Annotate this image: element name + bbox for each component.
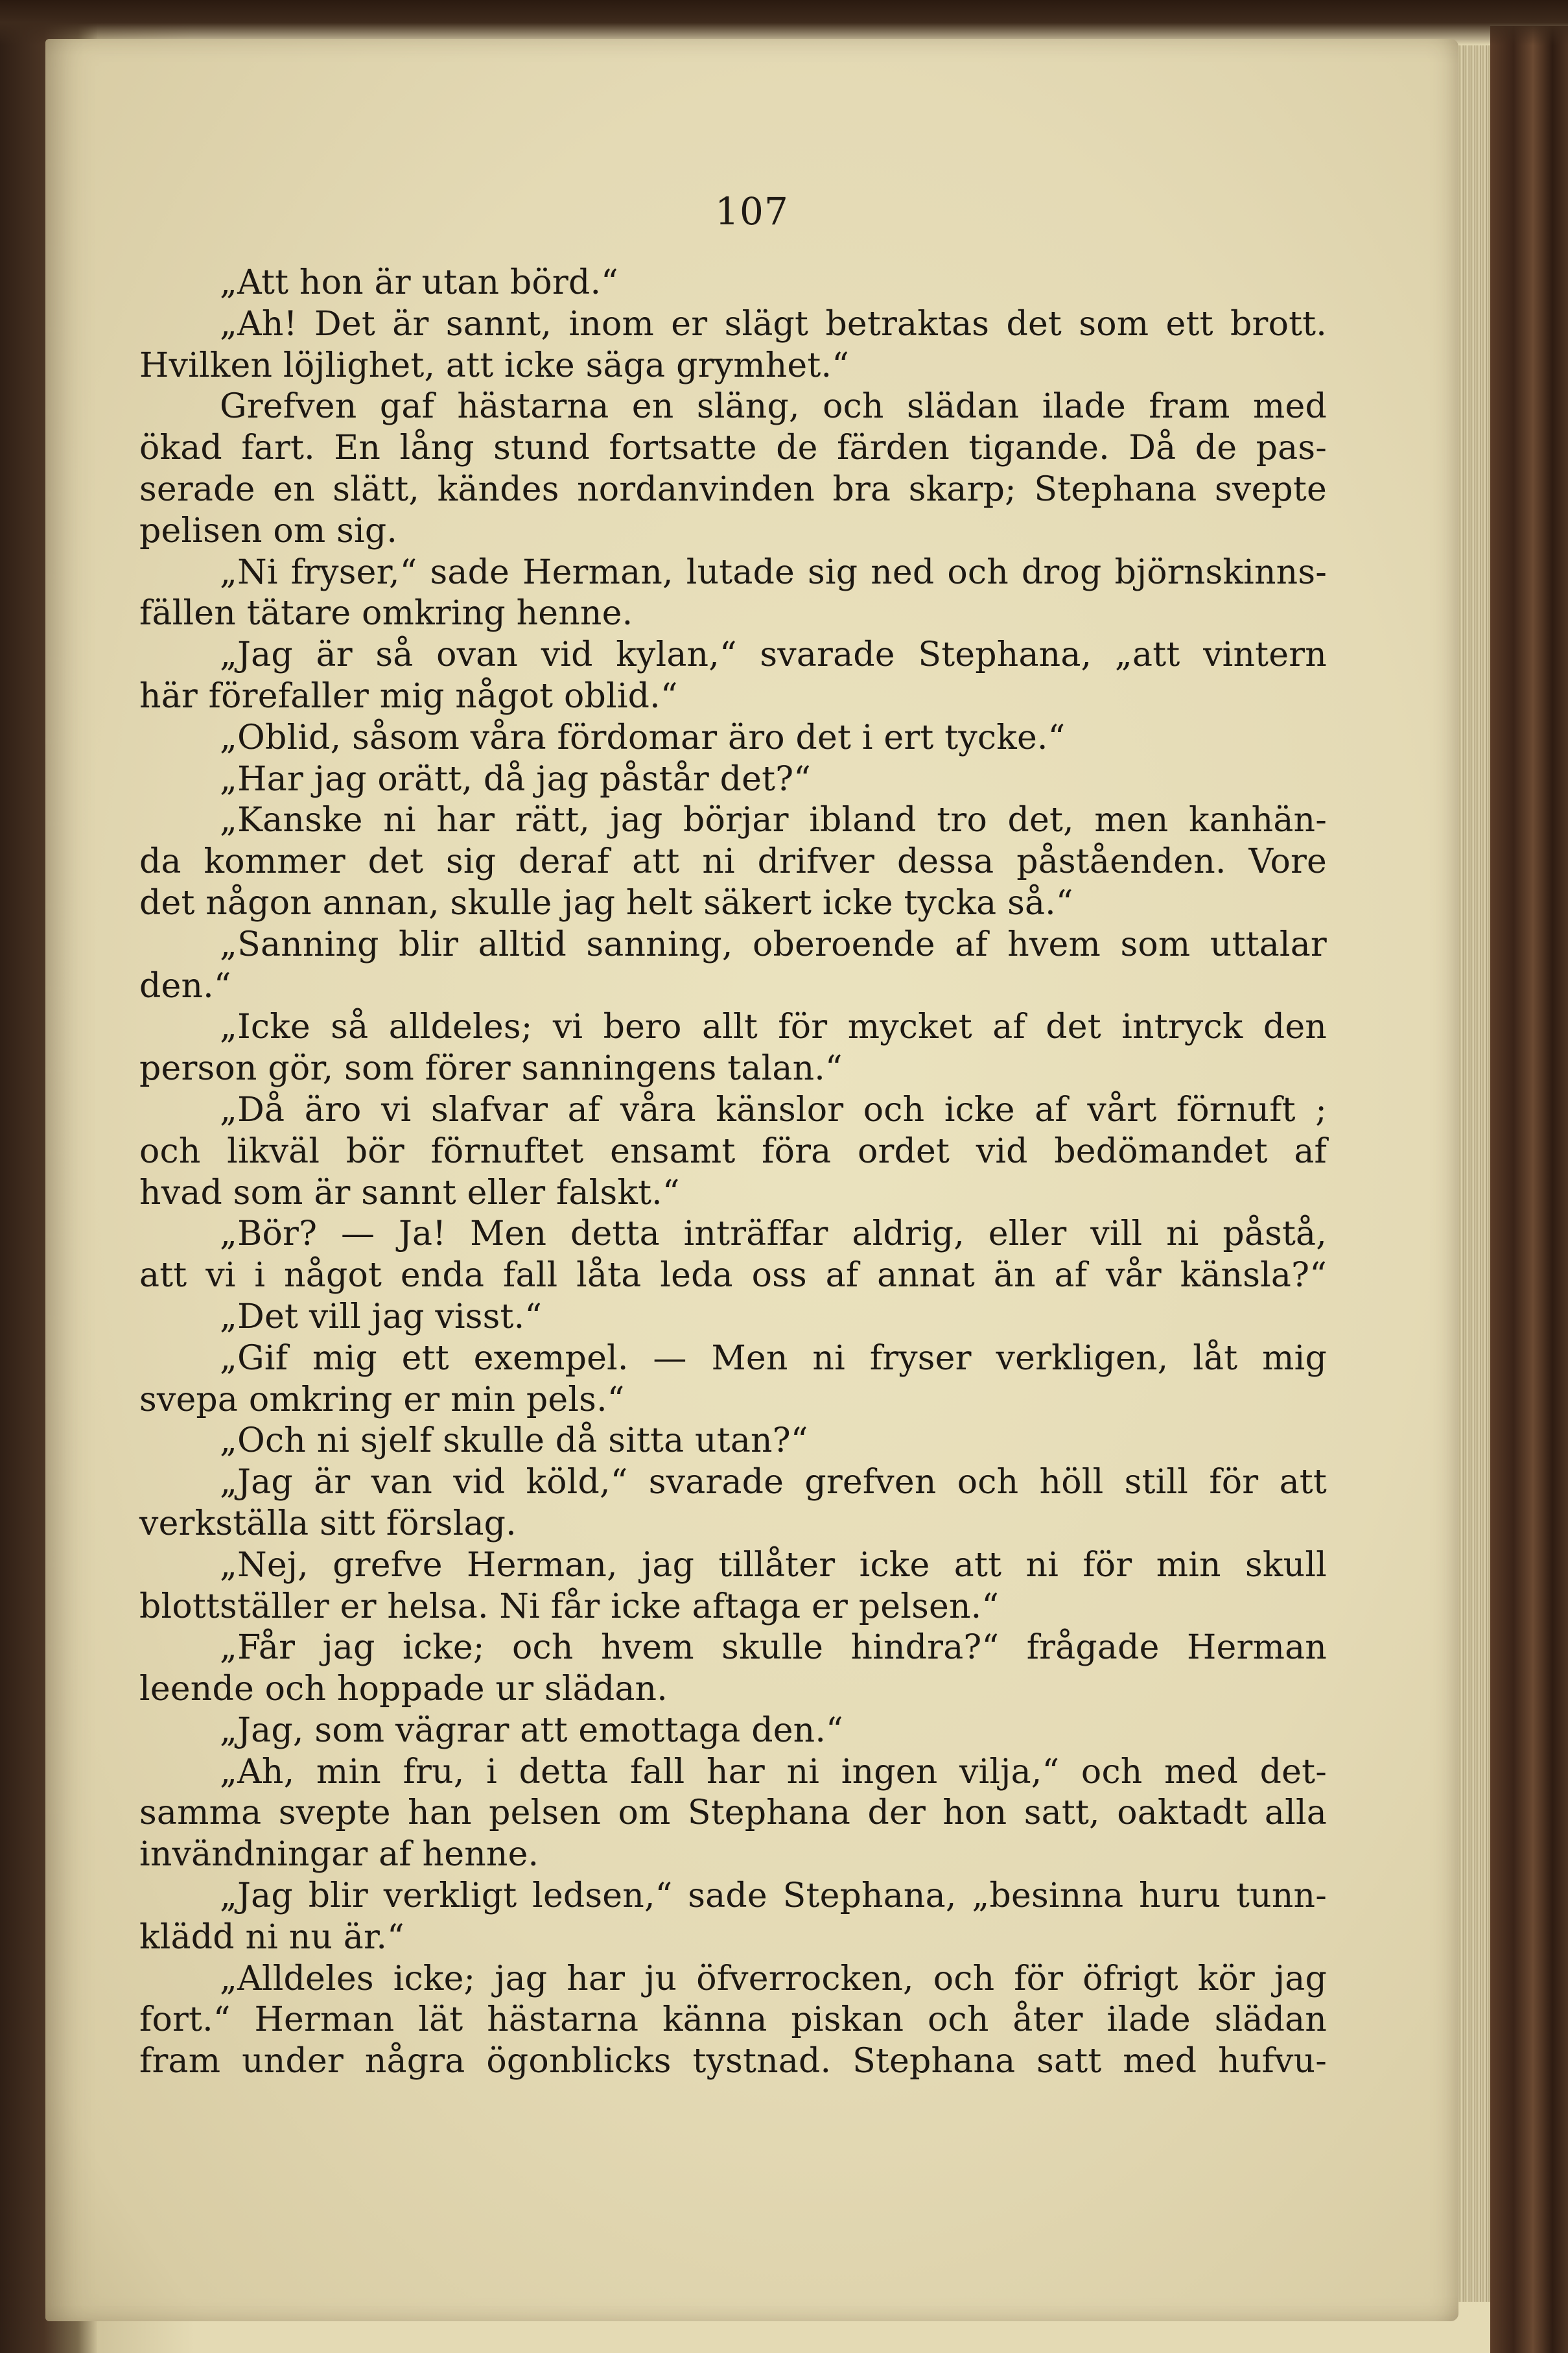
text-line: „Jag är van vid köld,“ svarade grefven och höll still för att xyxy=(220,1463,1327,1502)
text-line: „Icke så alldeles; vi bero allt för mycket af det intryck den xyxy=(220,1008,1327,1047)
text-line: verkställa sitt förslag. xyxy=(139,1504,517,1543)
text-line: fällen tätare omkring henne. xyxy=(139,594,633,633)
text-line: „Nej, grefve Herman, jag tillåter icke att ni för min skull xyxy=(220,1545,1327,1585)
book-page xyxy=(45,39,1458,2321)
text-line: att vi i något enda fall låta leda oss af annat än af vår känsla?“ xyxy=(139,1256,1327,1295)
text-line: „Ah! Det är sannt, inom er slägt betraktas det som ett brott. xyxy=(220,304,1327,344)
text-line: svepa omkring er min pels.“ xyxy=(139,1380,625,1419)
page-body-text xyxy=(139,263,1327,2083)
text-line: „Det vill jag visst.“ xyxy=(220,1297,543,1336)
text-line: „Och ni sjelf skulle då sitta utan?“ xyxy=(220,1421,808,1461)
text-line: „Jag är så ovan vid kylan,“ svarade Stephana, „att vintern xyxy=(220,635,1327,675)
text-line: leende och hoppade ur slädan. xyxy=(139,1670,668,1709)
text-line: „Får jag icke; och hvem skulle hindra?“ frågade Herman xyxy=(220,1628,1327,1668)
text-line: pelisen om sig. xyxy=(139,511,398,550)
text-line: serade en slätt, kändes nordanvinden bra skarp; Stephana svepte xyxy=(139,469,1327,509)
text-line: det någon annan, skulle jag helt säkert icke tycka så.“ xyxy=(139,883,1073,923)
text-line: „Kanske ni har rätt, jag börjar ibland tro det, men kanhän- xyxy=(220,801,1327,840)
text-line: Grefven gaf hästarna en släng, och slädan ilade fram med xyxy=(220,387,1327,427)
text-line: klädd ni nu är.“ xyxy=(139,1917,404,1957)
text-line: „Gif mig ett exempel. — Men ni fryser verkligen, låt mig xyxy=(220,1338,1327,1378)
text-line: „Ni fryser,“ sade Herman, lutade sig ned och drog björnskinns- xyxy=(220,552,1327,592)
text-line: „Har jag orätt, då jag påstår det?“ xyxy=(220,759,812,799)
text-line: ökad fart. En lång stund fortsatte de färden tigande. Då de pas- xyxy=(139,429,1327,468)
text-line: samma svepte han pelsen om Stephana der hon satt, oaktadt alla xyxy=(139,1793,1327,1833)
text-line: „Att hon är utan börd.“ xyxy=(220,263,618,302)
text-line: da kommer det sig deraf att ni drifver dessa påståenden. Vore xyxy=(139,842,1327,882)
text-line: och likväl bör förnuftet ensamt föra ordet vid bedömandet af xyxy=(139,1131,1327,1171)
text-line: „Alldeles icke; jag har ju öfverrocken, och för öfrigt kör jag xyxy=(220,1959,1327,1998)
book-cover-edge xyxy=(1490,26,1568,2353)
text-line: invändningar af henne. xyxy=(139,1835,539,1874)
text-line: „Oblid, såsom våra fördomar äro det i ert tycke.“ xyxy=(220,718,1066,757)
text-line: person gör, som förer sanningens talan.“ xyxy=(139,1049,843,1089)
text-line: hvad som är sannt eller falskt.“ xyxy=(139,1173,680,1212)
text-line: „Sanning blir alltid sanning, oberoende af hvem som uttalar xyxy=(220,925,1327,964)
text-line: „Då äro vi slafvar af våra känslor och icke af vårt förnuft ; xyxy=(220,1090,1327,1129)
text-line: „Bör? — Ja! Men detta inträffar aldrig, eller vill ni påstå, xyxy=(220,1214,1327,1254)
text-line: den.“ xyxy=(139,966,231,1006)
text-line: „Jag blir verkligt ledsen,“ sade Stephana, „besinna huru tunn- xyxy=(220,1876,1327,1916)
text-line: „Jag, som vägrar att emottaga den.“ xyxy=(220,1710,843,1750)
text-line: blottställer er helsa. Ni får icke aftaga er pelsen.“ xyxy=(139,1587,1000,1626)
text-line: här förefaller mig något oblid.“ xyxy=(139,676,678,716)
page-number: 107 xyxy=(715,189,789,233)
page-stack-edge xyxy=(1458,45,1490,2302)
text-line: Hvilken löjlighet, att icke säga grymhet.“ xyxy=(139,346,850,385)
text-line: fram under några ögonblicks tystnad. Stephana satt med hufvu- xyxy=(139,2042,1327,2081)
text-line: fort.“ Herman lät hästarna känna piskan och åter ilade slädan xyxy=(139,2000,1327,2040)
text-line: „Ah, min fru, i detta fall har ni ingen vilja,“ och med det- xyxy=(220,1752,1327,1791)
